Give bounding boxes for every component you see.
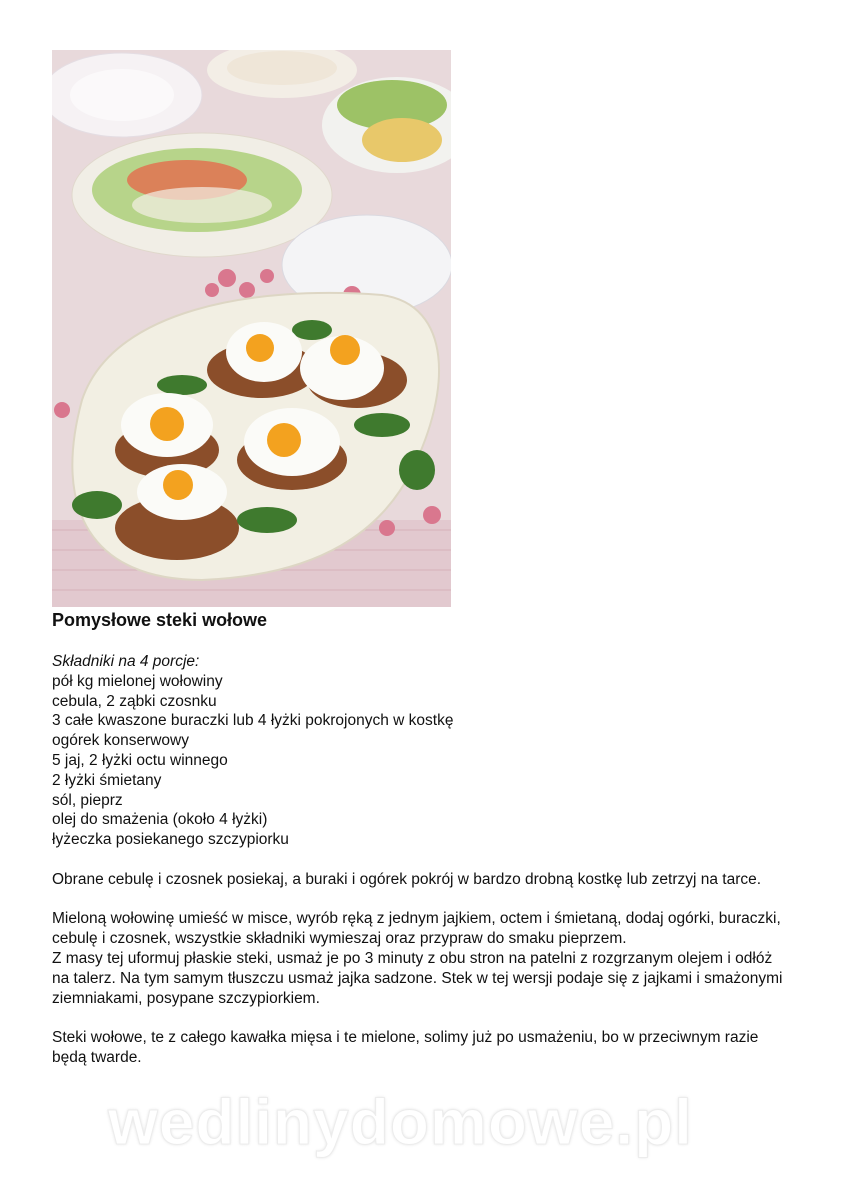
food-photo-icon — [52, 50, 451, 607]
watermark: wedlinydomowe.pl — [108, 1086, 693, 1158]
instruction-step: Z masy tej uformuj płaskie steki, usmaż je po 3 minuty z obu stron na patelni z rozgrzanym olejem i odłóż na talerz. Na tym samym tłuszczu usmaż jajka sadzone. Stek w tej wersji podaje się z jajkami i smażonymi ziemniakami, posypane szczypiorkiem. — [52, 949, 783, 1007]
ingredient-item: ogórek konserwowy — [52, 732, 189, 750]
ingredients-heading: Składniki na 4 porcje: — [52, 653, 200, 670]
instruction-step: Mieloną wołowinę umieść w misce, wyrób ręką z jednym jajkiem, octem i śmietaną, dodaj ogórki, buraczki, cebulę i czosnek, wszystkie składniki wymieszaj oraz przypraw do smaku pieprzem. — [52, 910, 781, 948]
recipe-body — [52, 652, 792, 1068]
instruction-step: Steki wołowe, te z całego kawałka mięsa i te mielone, solimy już po usmażeniu, bo w przeciwnym razie będą twarde. — [52, 1029, 759, 1066]
recipe-title: Pomysłowe steki wołowe — [52, 610, 268, 630]
ingredient-item: 5 jaj, 2 łyżki octu winnego — [52, 751, 228, 769]
ingredient-item: cebula, 2 ząbki czosnku — [52, 692, 217, 710]
recipe-photo — [52, 50, 451, 607]
ingredient-item: olej do smażenia (około 4 łyżki) — [52, 811, 268, 829]
ingredient-item: 3 całe kwaszone buraczki lub 4 łyżki pokrojonych w kostkę — [52, 712, 454, 730]
ingredient-item: łyżeczka posiekanego szczypiorku — [52, 831, 289, 849]
ingredient-item: 2 łyżki śmietany — [52, 771, 162, 789]
ingredients-list — [52, 672, 792, 850]
ingredient-item: pół kg mielonej wołowiny — [52, 672, 223, 690]
instruction-step: Obrane cebulę i czosnek posiekaj, a buraki i ogórek pokrój w bardzo drobną kostkę lub zetrzyj na tarce. — [52, 870, 762, 888]
ingredient-item: sól, pieprz — [52, 791, 123, 809]
